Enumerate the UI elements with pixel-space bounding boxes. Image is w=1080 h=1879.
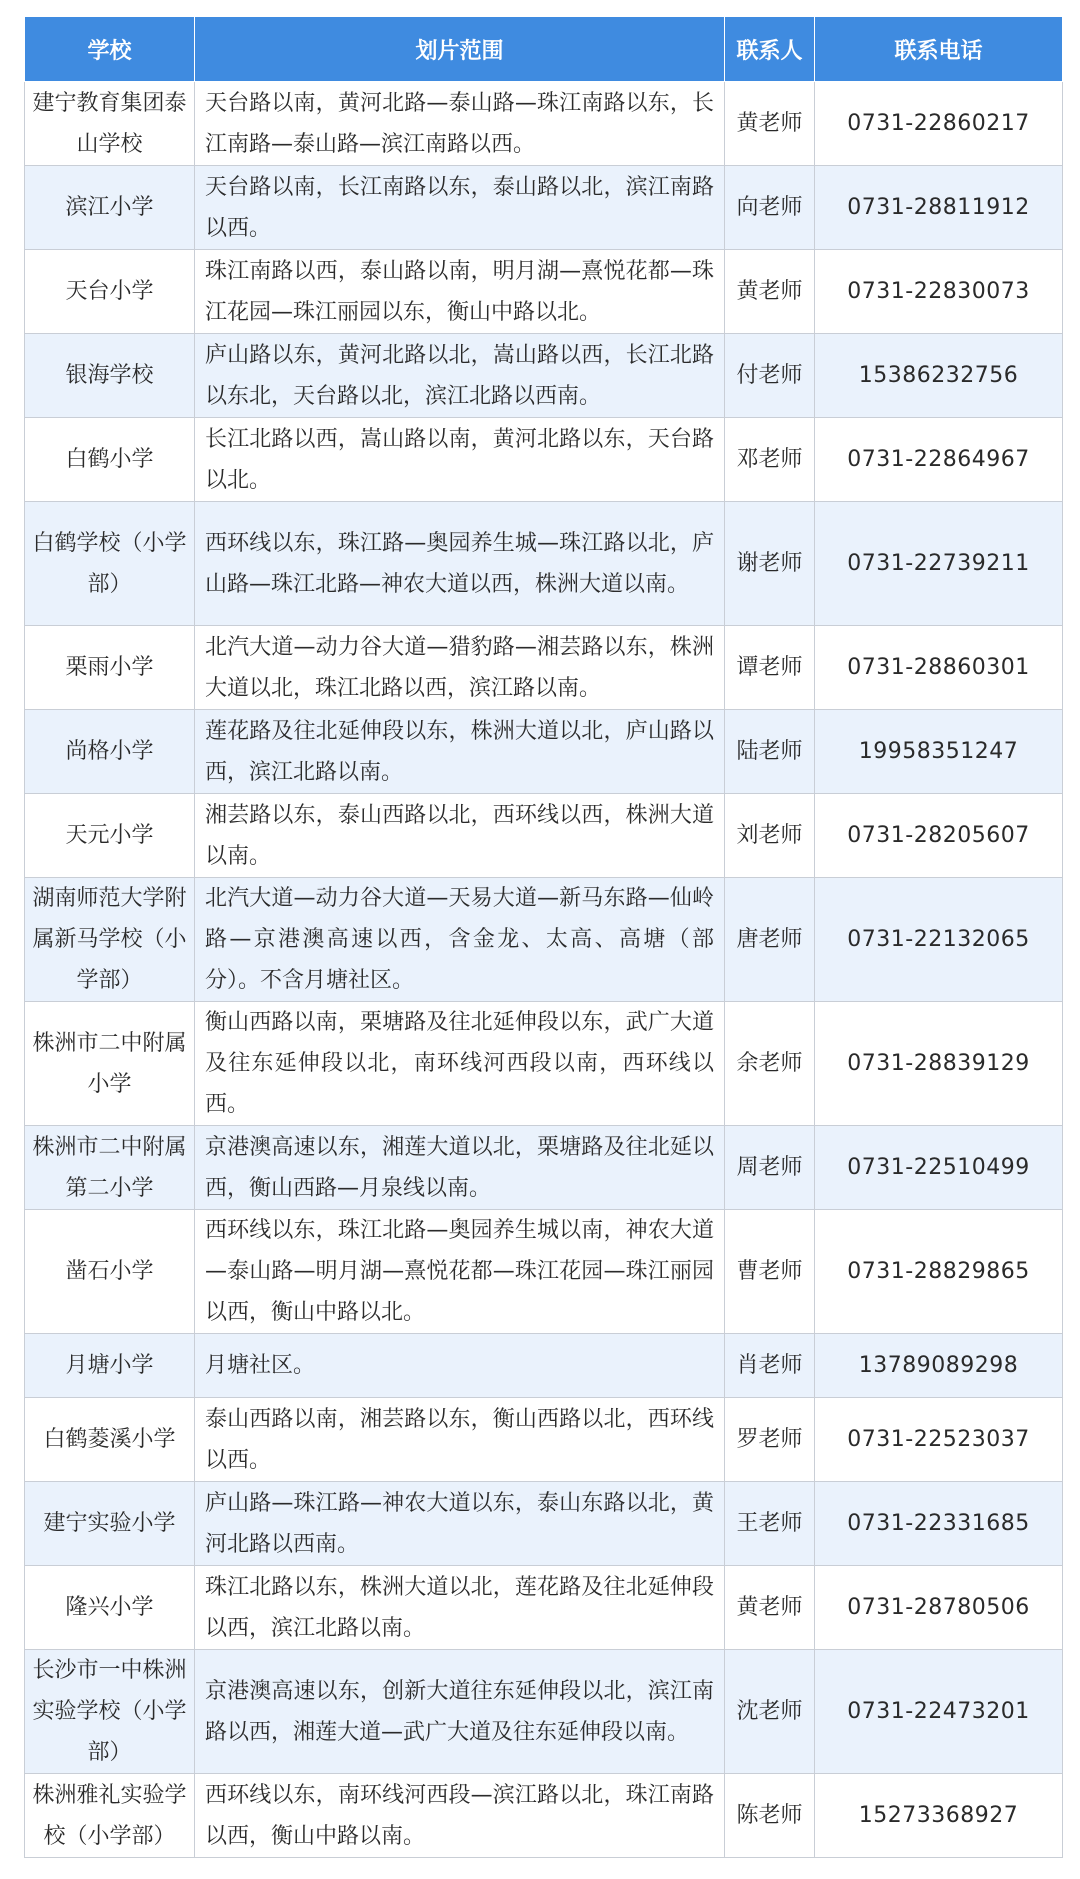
table-row (25, 1398, 1063, 1482)
phone-cell: 0731-28780506 (815, 1566, 1063, 1650)
phone-cell: 0731-28811912 (815, 166, 1063, 250)
school-cell: 建宁教育集团泰山学校 (25, 82, 195, 166)
phone-cell: 15386232756 (815, 334, 1063, 418)
phone-cell: 0731-22523037 (815, 1398, 1063, 1482)
area-cell: 京港澳高速以东，湘莲大道以北，栗塘路及往北延以西，衡山西路—月泉线以南。 (195, 1126, 725, 1210)
contact-cell: 谢老师 (725, 502, 815, 626)
school-cell: 长沙市一中株洲实验学校（小学部） (25, 1650, 195, 1774)
table-row (25, 1774, 1063, 1858)
table-row (25, 82, 1063, 166)
phone-cell: 0731-22864967 (815, 418, 1063, 502)
phone-cell: 15273368927 (815, 1774, 1063, 1858)
school-cell: 隆兴小学 (25, 1566, 195, 1650)
contact-cell: 刘老师 (725, 794, 815, 878)
contact-cell: 黄老师 (725, 250, 815, 334)
table-row (25, 1566, 1063, 1650)
table-row (25, 1482, 1063, 1566)
area-cell: 长江北路以西，嵩山路以南，黄河北路以东，天台路以北。 (195, 418, 725, 502)
school-district-table-container (24, 16, 1062, 1858)
contact-cell: 周老师 (725, 1126, 815, 1210)
area-cell: 西环线以东，珠江北路—奥园养生城以南，神农大道—泰山路—明月湖—熹悦花都—珠江花园—珠江丽园以西，衡山中路以北。 (195, 1210, 725, 1334)
header-school: 学校 (25, 17, 195, 82)
table-header-row (25, 17, 1063, 82)
contact-cell: 付老师 (725, 334, 815, 418)
area-cell: 天台路以南，黄河北路—泰山路—珠江南路以东，长江南路—泰山路—滨江南路以西。 (195, 82, 725, 166)
phone-cell: 13789089298 (815, 1334, 1063, 1398)
contact-cell: 邓老师 (725, 418, 815, 502)
phone-cell: 0731-22473201 (815, 1650, 1063, 1774)
contact-cell: 陆老师 (725, 710, 815, 794)
school-cell: 株洲市二中附属第二小学 (25, 1126, 195, 1210)
table-row (25, 1334, 1063, 1398)
area-cell: 泰山西路以南，湘芸路以东，衡山西路以北，西环线以西。 (195, 1398, 725, 1482)
school-cell: 湖南师范大学附属新马学校（小学部） (25, 878, 195, 1002)
contact-cell: 沈老师 (725, 1650, 815, 1774)
contact-cell: 肖老师 (725, 1334, 815, 1398)
school-cell: 天台小学 (25, 250, 195, 334)
school-cell: 天元小学 (25, 794, 195, 878)
table-row (25, 502, 1063, 626)
phone-cell: 0731-28205607 (815, 794, 1063, 878)
area-cell: 京港澳高速以东，创新大道往东延伸段以北，滨江南路以西，湘莲大道—武广大道及往东延伸段以南。 (195, 1650, 725, 1774)
school-cell: 银海学校 (25, 334, 195, 418)
contact-cell: 向老师 (725, 166, 815, 250)
table-row (25, 794, 1063, 878)
phone-cell: 0731-22331685 (815, 1482, 1063, 1566)
area-cell: 北汽大道—动力谷大道—猎豹路—湘芸路以东，株洲大道以北，珠江北路以西，滨江路以南。 (195, 626, 725, 710)
table-row (25, 334, 1063, 418)
area-cell: 北汽大道—动力谷大道—天易大道—新马东路—仙岭路—京港澳高速以西，含金龙、太高、高塘（部分）。不含月塘社区。 (195, 878, 725, 1002)
table-row (25, 166, 1063, 250)
contact-cell: 余老师 (725, 1002, 815, 1126)
phone-cell: 0731-28860301 (815, 626, 1063, 710)
school-cell: 建宁实验小学 (25, 1482, 195, 1566)
phone-cell: 0731-22132065 (815, 878, 1063, 1002)
contact-cell: 谭老师 (725, 626, 815, 710)
school-cell: 白鹤学校（小学部） (25, 502, 195, 626)
header-phone: 联系电话 (815, 17, 1063, 82)
school-cell: 滨江小学 (25, 166, 195, 250)
table-row (25, 1002, 1063, 1126)
area-cell: 西环线以东，南环线河西段—滨江路以北，珠江南路以西，衡山中路以南。 (195, 1774, 725, 1858)
area-cell: 庐山路以东，黄河北路以北，嵩山路以西，长江北路以东北，天台路以北，滨江北路以西南。 (195, 334, 725, 418)
school-cell: 株洲市二中附属小学 (25, 1002, 195, 1126)
phone-cell: 0731-28839129 (815, 1002, 1063, 1126)
contact-cell: 唐老师 (725, 878, 815, 1002)
table-row (25, 418, 1063, 502)
table-row (25, 1650, 1063, 1774)
table-row (25, 1210, 1063, 1334)
school-district-table (24, 16, 1063, 1858)
area-cell: 莲花路及往北延伸段以东，株洲大道以北，庐山路以西，滨江北路以南。 (195, 710, 725, 794)
school-cell: 栗雨小学 (25, 626, 195, 710)
header-contact: 联系人 (725, 17, 815, 82)
contact-cell: 黄老师 (725, 1566, 815, 1650)
contact-cell: 罗老师 (725, 1398, 815, 1482)
table-row (25, 250, 1063, 334)
school-cell: 株洲雅礼实验学校（小学部） (25, 1774, 195, 1858)
school-cell: 尚格小学 (25, 710, 195, 794)
header-area: 划片范围 (195, 17, 725, 82)
school-cell: 白鹤菱溪小学 (25, 1398, 195, 1482)
contact-cell: 王老师 (725, 1482, 815, 1566)
area-cell: 珠江南路以西，泰山路以南，明月湖—熹悦花都—珠江花园—珠江丽园以东，衡山中路以北。 (195, 250, 725, 334)
school-cell: 月塘小学 (25, 1334, 195, 1398)
contact-cell: 黄老师 (725, 82, 815, 166)
table-row (25, 626, 1063, 710)
area-cell: 月塘社区。 (195, 1334, 725, 1398)
table-row (25, 878, 1063, 1002)
area-cell: 天台路以南，长江南路以东，泰山路以北，滨江南路以西。 (195, 166, 725, 250)
phone-cell: 0731-22860217 (815, 82, 1063, 166)
area-cell: 湘芸路以东，泰山西路以北，西环线以西，株洲大道以南。 (195, 794, 725, 878)
phone-cell: 0731-22830073 (815, 250, 1063, 334)
table-row (25, 1126, 1063, 1210)
phone-cell: 0731-28829865 (815, 1210, 1063, 1334)
phone-cell: 0731-22510499 (815, 1126, 1063, 1210)
area-cell: 西环线以东，珠江路—奥园养生城—珠江路以北，庐山路—珠江北路—神农大道以西，株洲大道以南。 (195, 502, 725, 626)
phone-cell: 0731-22739211 (815, 502, 1063, 626)
table-row (25, 710, 1063, 794)
contact-cell: 曹老师 (725, 1210, 815, 1334)
area-cell: 珠江北路以东，株洲大道以北，莲花路及往北延伸段以西，滨江北路以南。 (195, 1566, 725, 1650)
school-cell: 白鹤小学 (25, 418, 195, 502)
area-cell: 衡山西路以南，栗塘路及往北延伸段以东，武广大道及往东延伸段以北，南环线河西段以南，西环线以西。 (195, 1002, 725, 1126)
area-cell: 庐山路—珠江路—神农大道以东，泰山东路以北，黄河北路以西南。 (195, 1482, 725, 1566)
contact-cell: 陈老师 (725, 1774, 815, 1858)
phone-cell: 19958351247 (815, 710, 1063, 794)
school-cell: 凿石小学 (25, 1210, 195, 1334)
